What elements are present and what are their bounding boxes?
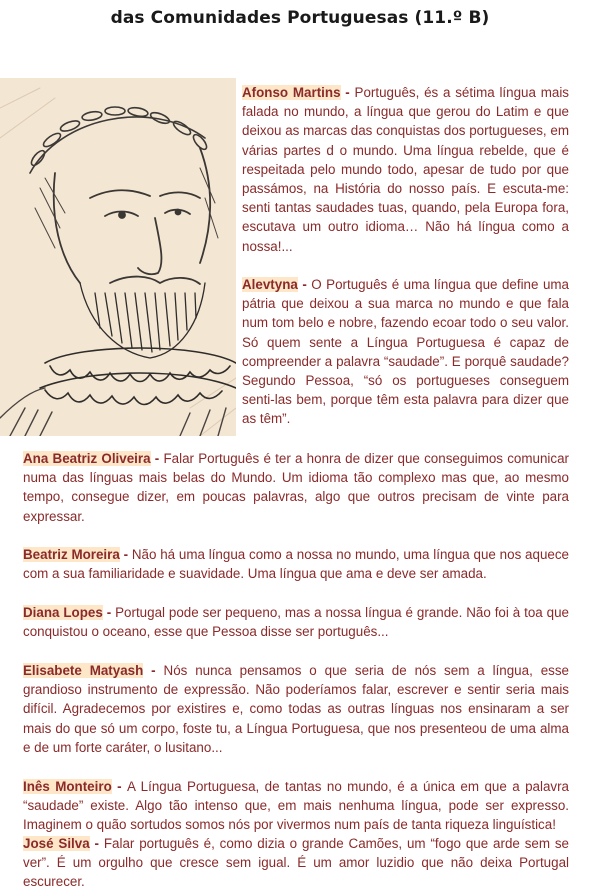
testimony-text: Portugal pode ser pequeno, mas a nossa língua é grande. Não foi à toa que conquistou o oceano, esse que Pessoa disse ser português... [23, 605, 570, 640]
author-name: Elisabete Matyash [23, 663, 144, 678]
author-name: Alevtyna [242, 277, 298, 292]
testimony-text: A Língua Portuguesa, de tantas no mundo, é a única em que a palavra “saudade” existe. Algo tão intenso que, em mais nenhuma língua, pode ser expresso. Imaginem o quão sortudos somos nós por vivermos num país de tanta riqueza linguística! [23, 779, 569, 833]
author-name: José Silva [23, 836, 90, 851]
separator: - [143, 663, 164, 678]
separator: - [111, 779, 128, 794]
testimony-text: Não há uma língua como a nossa no mundo, uma língua que nos aquece com a sua familiaridade e suavidade. Uma língua que ama e deve ser amada. [23, 547, 569, 582]
separator: - [340, 85, 355, 100]
separator: - [297, 277, 312, 292]
separator: - [89, 836, 104, 851]
author-name: Ana Beatriz Oliveira [23, 451, 151, 466]
author-name: Inês Monteiro [23, 779, 112, 794]
testimony-afonso-martins [242, 83, 569, 256]
separator: - [150, 451, 164, 466]
author-name: Beatriz Moreira [23, 547, 120, 562]
testimony-ana-beatriz-oliveira [23, 449, 569, 526]
testimony-text: Falar Português é ter a honra de dizer que conseguimos comunicar numa das línguas mais belas do Mundo. Um idioma tão complexo mas que, ao mesmo tempo, consegue dizer, em poucas palavras, algo que outros precisam de vinte para expressar. [23, 451, 569, 524]
author-name: Afonso Martins [242, 85, 341, 100]
testimony-alevtyna [242, 275, 569, 429]
separator: - [102, 605, 116, 620]
separator: - [119, 547, 132, 562]
camoes-portrait-drawing [0, 78, 236, 436]
testimony-text: Português, és a sétima língua mais falada no mundo, a língua que gerou do Latim e que deixou as marcas das conquistas dos portugueses, em várias partes d o mundo. Uma língua rebelde, que é respeitada pelo mundo todo, apesar de tudo por que passámos, na História do nosso país. E escuta-me: senti tantas saudades tuas, quando, pela Europa fora, escutava um outro idioma… Não há língua como a nossa!... [242, 85, 569, 254]
testimony-text: Falar português é, como dizia o grande Camões, um “fogo que arde sem se ver”. É um orgulho que cresce sem igual. É um amor luzidio que não deixa Portugal escurecer. [23, 836, 569, 890]
testimony-elisabete-matyash [23, 661, 569, 757]
testimony-beatriz-moreira [23, 545, 569, 583]
author-name: Diana Lopes [23, 605, 103, 620]
testimony-diana-lopes [23, 603, 569, 641]
testimony-jose-silva [23, 834, 569, 892]
testimony-ines-monteiro [23, 777, 569, 835]
testimony-text: O Português é uma língua que define uma pátria que deixou a sua marca no mundo e que fala num tom belo e nobre, fazendo ecoar todo o seu valor. Só quem sente a Língua Portuguesa é capaz de compreender a palavra “saudade”. E porquê saudade? Segundo Pessoa, “só os portugueses conseguem senti-las bem, porque têm esta palavra para dizer que as têm”. [242, 277, 569, 427]
page-title: das Comunidades Portuguesas (11.º B) [110, 8, 490, 28]
testimony-text: Nós nunca pensamos o que seria de nós sem a língua, esse grandioso instrumento de expressão. Não poderíamos falar, escrever e sentir seria mais difícil. Agradecemos por existires e, como todas as outras línguas nos ensinaram a ser mais do que só um corpo, foste tu, a Língua Portuguesa, que nos presenteou de uma alma e de um forte caráter, o lusitano... [23, 663, 569, 755]
